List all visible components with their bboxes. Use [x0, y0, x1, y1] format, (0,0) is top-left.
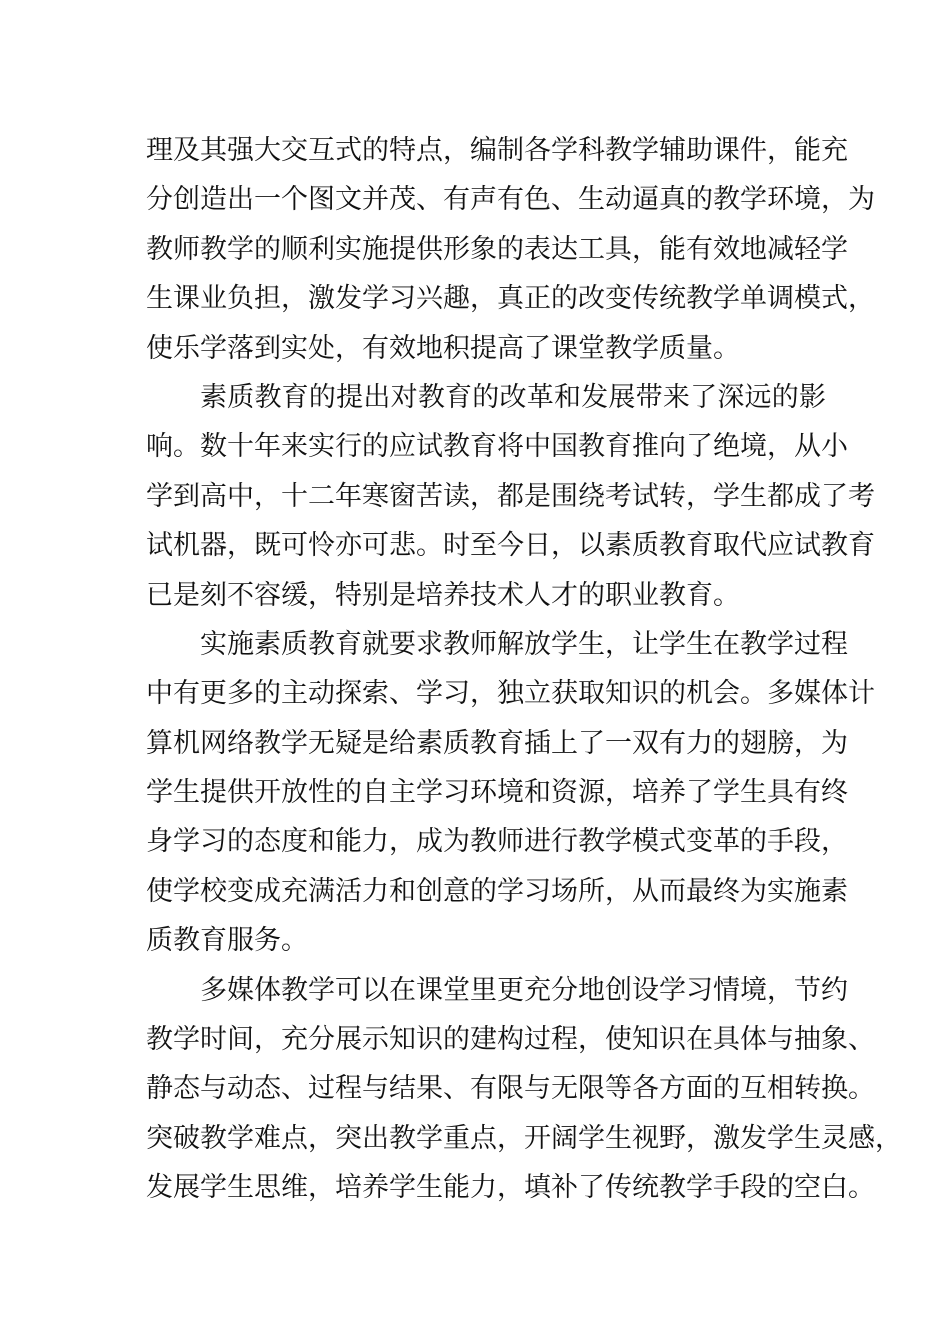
- text-line: 教师教学的顺利实施提供形象的表达工具，能有效地减轻学: [146, 233, 848, 265]
- text-line: 使学校变成充满活力和创意的学习场所，从而最终为实施素: [146, 875, 848, 907]
- text-line: 算机网络教学无疑是给素质教育插上了一双有力的翅膀，为: [146, 727, 848, 759]
- text-line: 素质教育的提出对教育的改革和发展带来了深远的影: [200, 381, 826, 413]
- paragraph: [146, 966, 902, 1213]
- text-line: 突破教学难点，突出教学重点，开阔学生视野，激发学生灵感，: [146, 1122, 902, 1154]
- paragraph: [146, 126, 875, 373]
- text-line: 中有更多的主动探索、学习，独立获取知识的机会。多媒体计: [146, 678, 875, 710]
- text-line: 响。数十年来实行的应试教育将中国教育推向了绝境，从小: [146, 431, 848, 463]
- text-line: 身学习的态度和能力，成为教师进行教学模式变革的手段，: [146, 826, 848, 858]
- text-line: 发展学生思维，培养学生能力，填补了传统教学手段的空白。: [146, 1172, 875, 1204]
- text-line: 已是刻不容缓，特别是培养技术人才的职业教育。: [146, 579, 740, 611]
- body-text: [146, 126, 902, 1213]
- text-line: 生课业负担，激发学习兴趣，真正的改变传统教学单调模式，: [146, 283, 875, 315]
- text-line: 试机器，既可怜亦可悲。时至今日，以素质教育取代应试教育: [146, 530, 875, 562]
- text-line: 质教育服务。: [146, 925, 308, 957]
- text-line: 分创造出一个图文并茂、有声有色、生动逼真的教学环境，为: [146, 184, 875, 216]
- paragraph: [146, 373, 875, 620]
- text-line: 教学时间，充分展示知识的建构过程，使知识在具体与抽象、: [146, 1024, 875, 1056]
- paragraph: [146, 620, 875, 966]
- text-line: 静态与动态、过程与结果、有限与无限等各方面的互相转换。: [146, 1073, 875, 1105]
- text-line: 多媒体教学可以在课堂里更充分地创设学习情境，节约: [200, 974, 848, 1006]
- text-line: 学生提供开放性的自主学习环境和资源，培养了学生具有终: [146, 777, 848, 809]
- text-line: 理及其强大交互式的特点，编制各学科教学辅助课件，能充: [146, 135, 848, 166]
- text-line: 使乐学落到实处，有效地积提高了课堂教学质量。: [146, 332, 740, 364]
- text-line: 学到高中，十二年寒窗苦读，都是围绕考试转，学生都成了考: [146, 480, 875, 512]
- text-line: 实施素质教育就要求教师解放学生，让学生在教学过程: [200, 628, 848, 660]
